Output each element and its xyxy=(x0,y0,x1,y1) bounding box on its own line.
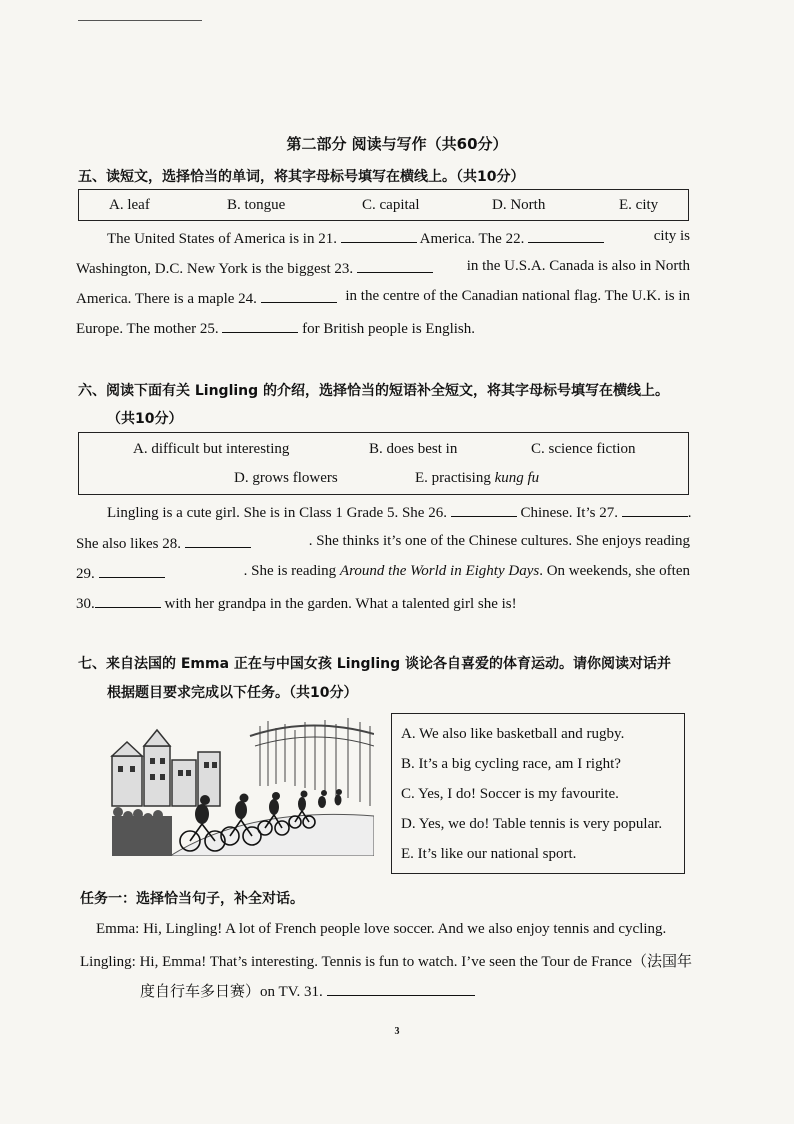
text: 30. xyxy=(76,596,95,612)
answer-blank-26[interactable] xyxy=(451,502,517,517)
text: . On weekends, she often xyxy=(539,563,690,579)
answer-blank-21[interactable] xyxy=(341,228,417,243)
book-title: Around the World in Eighty Days xyxy=(339,563,540,579)
section6-passage-line1 xyxy=(76,502,690,522)
section6-score: （共10分） xyxy=(107,411,183,427)
answer-blank-31[interactable] xyxy=(327,981,475,996)
section6-passage-line3 xyxy=(76,563,690,583)
text: Europe. The mother 25. xyxy=(76,321,219,337)
answer-blank-22[interactable] xyxy=(528,228,604,243)
section7-heading-line1: 七、来自法国的 Emma 正在与中国女孩 Lingling 谈论各自喜爱的体育运动。请你阅读对话并 xyxy=(78,656,671,672)
text: Lingling is a cute girl. She is in Class 1 Grade 5. She 26. xyxy=(107,505,447,521)
section6-phrase-box xyxy=(78,432,689,495)
section5-option-e: E. city xyxy=(619,197,659,213)
section7-sentence-box xyxy=(391,713,685,874)
text: E. practising xyxy=(415,470,495,486)
section6-passage-line2 xyxy=(76,533,690,553)
text: with her grandpa in the garden. What a talented girl she is! xyxy=(164,596,517,612)
header-rule xyxy=(78,20,202,21)
text: in the centre of the Canadian national flag. The U.K. is in xyxy=(345,288,690,304)
part-title: 第二部分 阅读与写作（共60分） xyxy=(286,135,508,153)
answer-blank-28[interactable] xyxy=(185,533,251,548)
section6-option-a: A. difficult but interesting xyxy=(133,441,290,457)
text: . She is reading xyxy=(243,563,337,579)
text: The United States of America is in 21. xyxy=(107,231,337,247)
section5-option-c: C. capital xyxy=(362,197,420,213)
text: She also likes 28. xyxy=(76,536,181,552)
answer-blank-24[interactable] xyxy=(261,288,337,303)
dialogue-lingling-line1: Lingling: Hi, Emma! That’s interesting. Tennis is fun to watch. I’ve seen the Tour de France（法国年 xyxy=(80,954,692,970)
text: Washington, D.C. New York is the biggest 23. xyxy=(76,261,354,277)
text: 度自行车多日赛）on TV. 31. xyxy=(140,984,323,1000)
text: kung fu xyxy=(494,470,540,486)
section7-option-d: D. Yes, we do! Table tennis is very popular. xyxy=(401,816,663,832)
text: America. The 22. xyxy=(419,231,525,247)
section5-passage-line1 xyxy=(76,228,690,248)
section6-option-d: D. grows flowers xyxy=(234,470,338,486)
text: in the U.S.A. Canada is also in North xyxy=(466,258,690,274)
page-number: 3 xyxy=(394,1026,400,1037)
section7-option-a: A. We also like basketball and rugby. xyxy=(401,726,625,742)
task-one-label: 任务一：选择恰当句子，补全对话。 xyxy=(80,891,304,907)
section6-option-b: B. does best in xyxy=(369,441,458,457)
section5-word-box xyxy=(78,189,689,221)
dialogue-lingling-line2 xyxy=(140,980,475,1001)
answer-blank-25[interactable] xyxy=(222,318,298,333)
section6-option-c: C. science fiction xyxy=(531,441,636,457)
cycling-race-illustration xyxy=(110,716,374,856)
answer-blank-23[interactable] xyxy=(357,258,433,273)
text: America. There is a maple 24. xyxy=(76,291,257,307)
section5-option-a: A. leaf xyxy=(109,197,150,213)
text: Chinese. It’s 27. xyxy=(520,505,618,521)
section5-passage-line2 xyxy=(76,258,690,278)
section7-option-c: C. Yes, I do! Soccer is my favourite. xyxy=(401,786,619,802)
answer-blank-29[interactable] xyxy=(99,563,165,578)
section5-option-d: D. North xyxy=(492,197,546,213)
section7-option-e: E. It’s like our national sport. xyxy=(401,846,577,862)
text: 29. xyxy=(76,566,95,582)
section5-option-b: B. tongue xyxy=(227,197,286,213)
section6-option-e xyxy=(415,470,539,487)
section5-passage-line4 xyxy=(76,318,690,338)
section6-passage-line4 xyxy=(76,593,690,613)
text: . xyxy=(687,505,692,521)
answer-blank-27[interactable] xyxy=(622,502,688,517)
section6-heading: 六、阅读下面有关 Lingling 的介绍，选择恰当的短语补全短文，将其字母标号填写在横线上。 xyxy=(78,383,670,399)
dialogue-emma: Emma: Hi, Lingling! A lot of French people love soccer. And we also enjoy tennis and cycling. xyxy=(96,921,667,937)
text: city is xyxy=(653,228,690,244)
text: . She thinks it’s one of the Chinese cultures. She enjoys reading xyxy=(308,533,690,549)
section5-passage-line3 xyxy=(76,288,690,308)
answer-blank-30[interactable] xyxy=(95,593,161,608)
text: for British people is English. xyxy=(302,321,476,337)
section7-heading-line2: 根据题目要求完成以下任务。（共10分） xyxy=(107,685,358,701)
section7-option-b: B. It’s a big cycling race, am I right? xyxy=(401,756,621,772)
section5-heading: 五、读短文，选择恰当的单词，将其字母标号填写在横线上。（共10分） xyxy=(78,169,525,185)
